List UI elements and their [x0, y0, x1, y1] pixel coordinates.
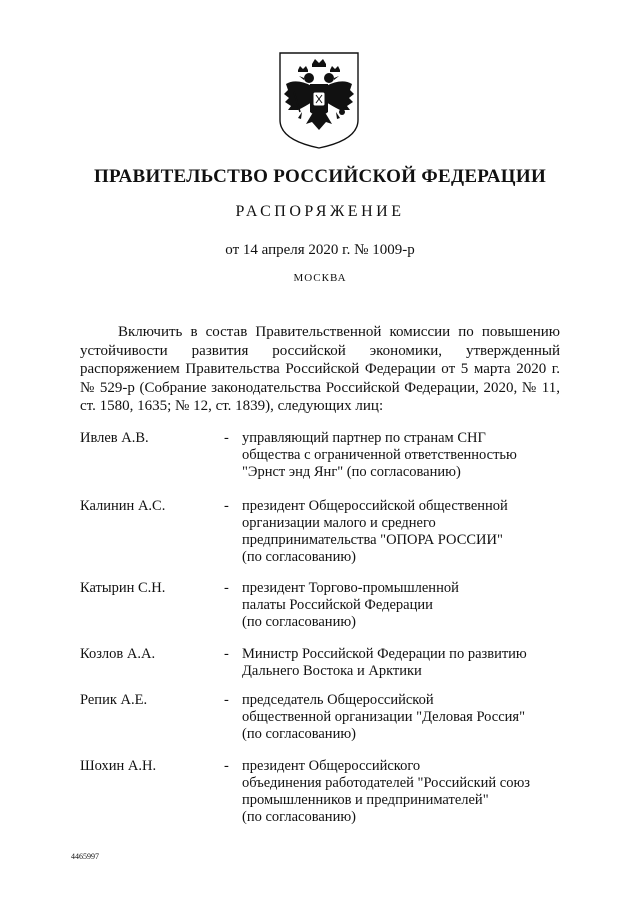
government-title: ПРАВИТЕЛЬСТВО РОССИЙСКОЙ ФЕДЕРАЦИИ [93, 166, 547, 187]
role-line: организации малого и среднего [242, 515, 436, 531]
person-dash: - [224, 692, 229, 708]
person-role [242, 692, 562, 743]
role-line: президент Общероссийской общественной [242, 498, 508, 514]
body-line: устойчивости развития российской экономики, утвержденный [80, 342, 560, 359]
person-dash: - [224, 498, 229, 514]
role-line: президент Торгово-промышленной [242, 580, 459, 596]
body-line: распоряжением Правительства Российской Федерации от 5 марта 2020 г. [80, 361, 560, 377]
person-name: Катырин С.Н. [80, 580, 166, 596]
body-line: Включить в состав Правительственной комиссии по повышению [118, 324, 560, 340]
role-line: предпринимательства "ОПОРА РОССИИ" [242, 532, 503, 548]
body-line: ст. 1580, 1635; № 12, ст. 1839), следующих лиц: [80, 398, 384, 414]
role-line: (по согласованию) [242, 809, 356, 825]
role-line: (по согласованию) [242, 614, 356, 630]
role-line: промышленников и предпринимателей" [242, 792, 489, 808]
role-line: палаты Российской Федерации [242, 597, 433, 613]
person-dash: - [224, 646, 229, 662]
person-role [242, 580, 562, 631]
role-line: "Эрнст энд Янг" (по согласованию) [242, 464, 461, 480]
document-code: 4465997 [71, 852, 99, 861]
role-line: Министр Российской Федерации по развитию [242, 646, 527, 662]
role-line: (по согласованию) [242, 549, 356, 565]
person-role [242, 430, 562, 481]
person-role [242, 646, 562, 680]
person-name: Ивлев А.В. [80, 430, 149, 446]
role-line: Дальнего Востока и Арктики [242, 663, 422, 679]
body-paragraph [80, 323, 560, 416]
coat-of-arms-icon [276, 50, 362, 150]
person-dash: - [224, 580, 229, 596]
person-dash: - [224, 758, 229, 774]
role-line: управляющий партнер по странам СНГ [242, 430, 486, 446]
role-line: общества с ограниченной ответственностью [242, 447, 517, 463]
document-city: МОСКВА [293, 272, 347, 284]
document-type: РАСПОРЯЖЕНИЕ [235, 203, 405, 220]
document-date-number: от 14 апреля 2020 г. № 1009-р [225, 242, 415, 258]
person-name: Шохин А.Н. [80, 758, 157, 774]
role-line: (по согласованию) [242, 726, 356, 742]
role-line: общественной организации "Деловая Россия" [242, 709, 526, 725]
role-line: объединения работодателей "Российский союз [242, 775, 531, 791]
body-line: № 529-р (Собрание законодательства Российской Федерации, 2020, № 11, [80, 379, 560, 396]
role-line: президент Общероссийского [242, 758, 421, 774]
person-name: Репик А.Е. [80, 692, 148, 708]
person-name: Козлов А.А. [80, 646, 156, 662]
person-dash: - [224, 430, 229, 446]
person-role [242, 758, 562, 826]
person-role [242, 498, 562, 566]
person-name: Калинин А.С. [80, 498, 166, 514]
role-line: председатель Общероссийской [242, 692, 434, 708]
